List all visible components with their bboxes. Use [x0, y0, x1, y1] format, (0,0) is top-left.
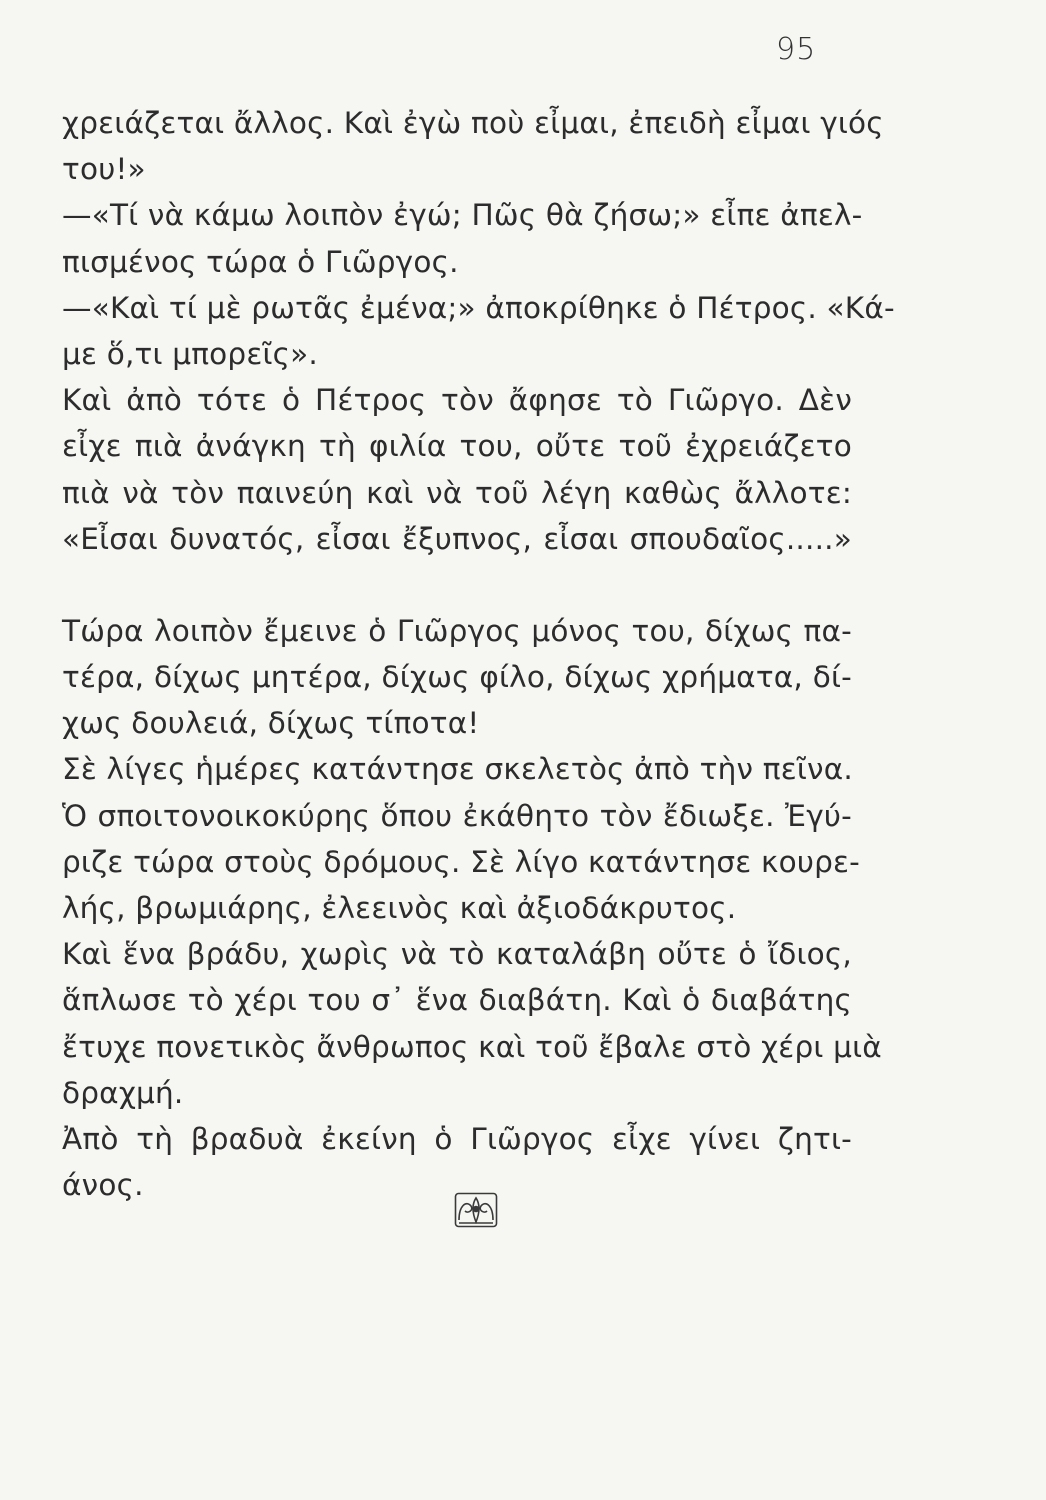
text-line: Ἀπὸ τὴ βραδυὰ ἐκείνη ὁ Γιῶργος εἶχε γίνει ζητι- [62, 1121, 852, 1156]
text-line: δραχμή. [62, 1075, 184, 1110]
text-line: χως δουλειά, δίχως τίποτα! [62, 706, 480, 741]
text-line: —«Καὶ τί μὲ ρωτᾶς ἐμένα;» ἀποκρίθηκε ὁ Πέτρος. «Κά- [62, 290, 895, 325]
text-line: Σὲ λίγες ἡμέρες κατάντησε σκελετὸς ἀπὸ τὴν πεῖνα. [62, 752, 853, 787]
text-line: ἅπλωσε τὸ χέρι του σ᾽ ἕνα διαβάτη. Καὶ ὁ διαβάτης [62, 983, 852, 1018]
text-line: λής, βρωμιάρης, ἐλεεινὸς καὶ ἀξιοδάκρυτος. [62, 891, 737, 925]
page-number: 95 [776, 32, 817, 67]
text-line: με ὅ,τι μπορεῖς». [62, 336, 319, 371]
text-line: —«Τί νὰ κάμω λοιπὸν ἐγώ; Πῶς θὰ ζήσω;» εἶπε ἀπελ- [62, 198, 863, 233]
text-line: ἔτυχε πονετικὸς ἄνθρωπος καὶ τοῦ ἔβαλε στὸ χέρι μιὰ [62, 1029, 882, 1064]
text-line: Καὶ ἕνα βράδυ, χωρὶς νὰ τὸ καταλάβη οὔτε ὁ ἴδιος, [62, 937, 852, 972]
text-line: Τώρα λοιπὸν ἔμεινε ὁ Γιῶργος μόνος του, δίχως πα- [62, 613, 852, 648]
paragraph-gap [62, 562, 852, 608]
body-text [62, 100, 895, 1208]
text-line: πισμένος τώρα ὁ Γιῶργος. [62, 244, 459, 279]
text-line: Ὁ σποιτονοικοκύρης ὅπου ἐκάθητο τὸν ἔδιωξε. Ἐγύ- [62, 798, 852, 833]
text-line: τέρα, δίχως μητέρα, δίχως φίλο, δίχως χρήματα, δί- [62, 660, 852, 695]
floral-ornament-icon [454, 1192, 498, 1228]
text-line: Καὶ ἀπὸ τότε ὁ Πέτρος τὸν ἄφησε τὸ Γιῶργο. Δὲν [62, 383, 852, 418]
text-line: χρειάζεται ἄλλος. Καὶ ἐγὼ ποὺ εἶμαι, ἐπειδὴ εἶμαι γιός [62, 106, 884, 140]
text-line: πιὰ νὰ τὸν παινεύη καὶ νὰ τοῦ λέγη καθὼς ἄλλοτε: [62, 475, 852, 510]
text-line: ριζε τώρα στοὺς δρόμους. Σὲ λίγο κατάντησε κουρε- [62, 844, 861, 879]
text-line: του!» [62, 152, 146, 187]
text-line: άνος. [62, 1168, 144, 1203]
text-line: εἶχε πιὰ ἀνάγκη τὴ φιλία του, οὔτε τοῦ ἐχρειάζετο [62, 429, 852, 464]
text-line: «Εἶσαι δυνατός, εἶσαι ἔξυπνος, εἶσαι σπουδαῖος.....» [62, 521, 852, 556]
